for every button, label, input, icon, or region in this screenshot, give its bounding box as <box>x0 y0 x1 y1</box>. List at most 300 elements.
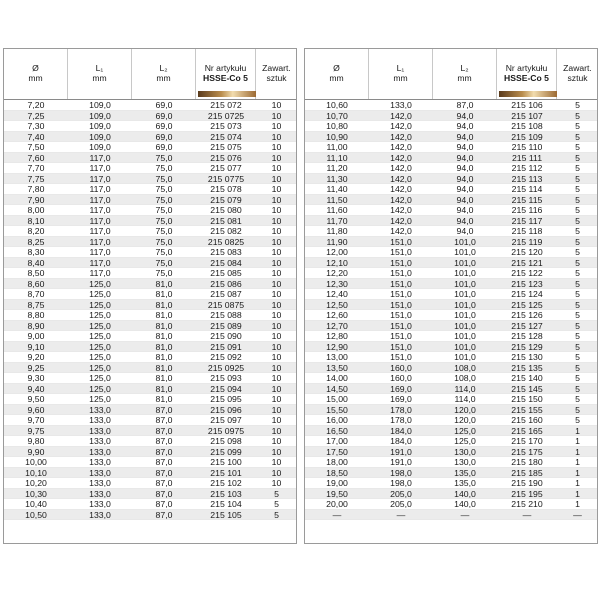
l1-cell: 151,0 <box>390 289 412 299</box>
diameter-cell: 7,70 <box>27 163 45 173</box>
l2-cell: 75,0 <box>155 236 173 247</box>
l1-cell: 142,0 <box>390 142 412 152</box>
l2-cell: 81,0 <box>155 278 173 289</box>
article-cell: 215 0825 <box>207 236 245 247</box>
article-cell: — <box>522 509 532 520</box>
article-cell: 215 190 <box>511 478 543 488</box>
diameter-cell: 17,50 <box>326 446 348 457</box>
l1-cell: 142,0 <box>390 152 412 163</box>
qty-cell: 1 <box>575 436 580 446</box>
article-cell: 215 103 <box>210 488 242 499</box>
l1-cell: 125,0 <box>89 289 111 299</box>
l2-cell: 101,0 <box>454 268 476 278</box>
l1-cell: 184,0 <box>390 425 412 436</box>
qty-cell: 10 <box>271 467 282 478</box>
table-row <box>305 237 597 248</box>
qty-cell: 10 <box>271 142 282 152</box>
l2-cell: 135,0 <box>454 478 476 488</box>
diameter-cell: — <box>332 509 342 520</box>
qty-cell: 5 <box>575 247 580 257</box>
qty-cell: 10 <box>271 320 282 331</box>
diameter-cell: 18,50 <box>326 467 348 478</box>
l2-cell: 94,0 <box>456 184 474 194</box>
qty-cell: 10 <box>271 173 282 184</box>
l1-cell: 133,0 <box>89 425 111 436</box>
article-material: HSSE-Co 5 <box>203 73 248 83</box>
table-row <box>305 121 597 132</box>
diameter-cell: 10,60 <box>326 100 348 110</box>
article-cell: 215 104 <box>210 499 242 509</box>
qty-cell: 10 <box>271 152 282 163</box>
article-cell: 215 106 <box>511 100 543 110</box>
table-row <box>305 268 597 279</box>
l2-header <box>132 49 196 99</box>
qty-cell: 5 <box>575 205 580 215</box>
table-body <box>305 100 597 520</box>
article-cell: 215 105 <box>210 509 242 520</box>
qty-cell: 10 <box>271 362 282 373</box>
table-row <box>4 300 296 311</box>
article-cell: 215 170 <box>511 436 543 446</box>
table-row <box>4 331 296 342</box>
table-row <box>4 226 296 237</box>
diameter-cell: 11,90 <box>326 236 348 247</box>
l2-cell: 81,0 <box>155 320 173 331</box>
diameter-cell: 15,00 <box>326 394 348 404</box>
qty-cell: 5 <box>274 499 279 509</box>
l2-cell: 108,0 <box>454 373 476 383</box>
gold-accent-bar <box>198 91 256 97</box>
qty-unit: sztuk <box>567 73 588 83</box>
l2-cell: 75,0 <box>155 257 173 268</box>
diameter-cell: 9,80 <box>27 436 45 446</box>
article-cell: 215 121 <box>511 257 543 268</box>
l2-cell: 75,0 <box>155 184 173 194</box>
table-row <box>4 510 296 521</box>
article-cell: 215 115 <box>511 194 543 205</box>
article-cell: 215 082 <box>210 226 242 236</box>
diameter-cell: 10,70 <box>326 110 348 121</box>
diameter-cell: 8,10 <box>27 215 45 226</box>
l1-cell: 151,0 <box>390 299 412 310</box>
l1-cell: — <box>396 509 406 520</box>
article-cell: 215 101 <box>210 467 242 478</box>
qty-cell: 1 <box>575 425 580 436</box>
l1-cell: 125,0 <box>89 383 111 394</box>
l1-cell: 178,0 <box>390 415 412 425</box>
l2-cell: 87,0 <box>155 425 173 436</box>
diameter-cell: 10,40 <box>25 499 47 509</box>
table-row <box>305 415 597 426</box>
qty-cell: 10 <box>271 226 282 236</box>
diameter-cell: 12,80 <box>326 331 348 341</box>
l2-cell: 101,0 <box>454 247 476 257</box>
diameter-cell: 10,50 <box>25 509 47 520</box>
qty-cell: 5 <box>575 110 580 121</box>
l1-cell: 191,0 <box>390 446 412 457</box>
table-row <box>4 289 296 300</box>
diameter-cell: 9,60 <box>27 404 45 415</box>
qty-cell: 10 <box>271 341 282 352</box>
article-cell: 215 0925 <box>207 362 245 373</box>
article-cell: 215 118 <box>511 226 543 236</box>
qty-cell: 5 <box>575 341 580 352</box>
qty-cell: 5 <box>575 362 580 373</box>
qty-cell: 5 <box>575 415 580 425</box>
article-cell: 215 160 <box>511 415 543 425</box>
l2-cell: 87,0 <box>155 467 173 478</box>
qty-cell: 5 <box>575 331 580 341</box>
table-row <box>4 195 296 206</box>
l2-cell: 140,0 <box>454 499 476 509</box>
l1-cell: 160,0 <box>390 373 412 383</box>
diameter-cell: 10,10 <box>25 467 47 478</box>
qty-header <box>256 49 297 99</box>
diameter-cell: 10,00 <box>25 457 47 467</box>
l1-cell: 151,0 <box>390 352 412 362</box>
article-label: Nr artykułu <box>204 63 247 73</box>
article-cell: 215 117 <box>511 215 543 226</box>
diameter-cell: 11,50 <box>326 194 348 205</box>
l2-cell: 81,0 <box>155 289 173 299</box>
diameter-cell: 12,60 <box>326 310 348 320</box>
l2-cell: 140,0 <box>454 488 476 499</box>
l1-header <box>68 49 132 99</box>
l2-cell: 69,0 <box>155 110 173 121</box>
l1-unit: mm <box>393 73 408 83</box>
article-cell: 215 108 <box>511 121 543 131</box>
article-cell: 215 128 <box>511 331 543 341</box>
article-cell: 215 089 <box>210 320 242 331</box>
table-row <box>305 163 597 174</box>
l2-cell: 75,0 <box>155 152 173 163</box>
diameter-cell: 12,30 <box>326 278 348 289</box>
l2-cell: 114,0 <box>454 394 476 404</box>
l2-cell: 114,0 <box>454 383 476 394</box>
article-cell: 215 092 <box>210 352 242 362</box>
diameter-cell: 19,50 <box>326 488 348 499</box>
table-row <box>305 405 597 416</box>
left-table <box>3 48 297 544</box>
diameter-cell: 11,10 <box>326 152 348 163</box>
table-row <box>305 436 597 447</box>
l1-cell: 142,0 <box>390 184 412 194</box>
l1-cell: 133,0 <box>390 100 412 110</box>
l1-cell: 142,0 <box>390 205 412 215</box>
table-row <box>4 111 296 122</box>
table-row <box>305 300 597 311</box>
l2-cell: 94,0 <box>456 215 474 226</box>
article-cell: 215 073 <box>210 121 242 131</box>
table-row <box>305 153 597 164</box>
l2-cell: 81,0 <box>155 373 173 383</box>
l2-cell: 87,0 <box>155 488 173 499</box>
diameter-cell: 7,40 <box>27 131 45 142</box>
l1-cell: 125,0 <box>89 331 111 341</box>
diameter-cell: 8,40 <box>27 257 45 268</box>
qty-cell: 10 <box>271 100 282 110</box>
table-row <box>305 111 597 122</box>
l2-cell: 81,0 <box>155 341 173 352</box>
qty-cell: 1 <box>575 488 580 499</box>
l1-cell: 117,0 <box>89 236 111 247</box>
diameter-cell: 8,50 <box>27 268 45 278</box>
diameter-cell: 8,25 <box>27 236 45 247</box>
l1-cell: 142,0 <box>390 121 412 131</box>
l1-cell: 160,0 <box>390 362 412 373</box>
diameter-cell: 8,80 <box>27 310 45 320</box>
article-cell: 215 087 <box>210 289 242 299</box>
l2-cell: 75,0 <box>155 268 173 278</box>
article-cell: 215 100 <box>210 457 242 467</box>
qty-label: Zawart. <box>563 63 592 73</box>
qty-cell: 5 <box>575 289 580 299</box>
table-row <box>305 384 597 395</box>
l1-cell: 109,0 <box>89 142 111 152</box>
l1-cell: 142,0 <box>390 163 412 173</box>
l1-cell: 142,0 <box>390 110 412 121</box>
article-cell: 215 078 <box>210 184 242 194</box>
l1-cell: 125,0 <box>89 394 111 404</box>
l2-cell: 87,0 <box>155 499 173 509</box>
article-cell: 215 090 <box>210 331 242 341</box>
table-row <box>4 478 296 489</box>
l1-cell: 117,0 <box>89 268 111 278</box>
l1-cell: 198,0 <box>390 478 412 488</box>
l2-cell: 87,0 <box>155 457 173 467</box>
table-row <box>4 132 296 143</box>
qty-cell: 5 <box>575 373 580 383</box>
diameter-cell: 8,75 <box>27 299 45 310</box>
l1-cell: 184,0 <box>390 436 412 446</box>
qty-cell: 10 <box>271 131 282 142</box>
qty-cell: 5 <box>575 310 580 320</box>
qty-cell: 1 <box>575 467 580 478</box>
diameter-unit: mm <box>329 73 344 83</box>
diameter-unit: mm <box>28 73 43 83</box>
qty-cell: 10 <box>271 247 282 257</box>
table-row <box>305 342 597 353</box>
l2-cell: 75,0 <box>155 215 173 226</box>
qty-cell: 5 <box>575 194 580 205</box>
article-cell: 215 097 <box>210 415 242 425</box>
table-row <box>305 510 597 521</box>
qty-cell: 5 <box>575 215 580 226</box>
l2-cell: 125,0 <box>454 425 476 436</box>
qty-cell: 5 <box>575 100 580 110</box>
diameter-cell: 10,30 <box>25 488 47 499</box>
l1-cell: 117,0 <box>89 205 111 215</box>
l1-cell: 117,0 <box>89 215 111 226</box>
table-row <box>4 321 296 332</box>
l2-cell: 81,0 <box>155 331 173 341</box>
article-cell: 215 195 <box>511 488 543 499</box>
article-cell: 215 094 <box>210 383 242 394</box>
table-row <box>305 174 597 185</box>
diameter-cell: 13,00 <box>326 352 348 362</box>
l2-cell: 69,0 <box>155 142 173 152</box>
diameter-cell: 19,00 <box>326 478 348 488</box>
article-cell: 215 145 <box>511 383 543 394</box>
diameter-cell: 12,50 <box>326 299 348 310</box>
article-cell: 215 072 <box>210 100 242 110</box>
diameter-cell: 9,40 <box>27 383 45 394</box>
diameter-cell: 8,70 <box>27 289 45 299</box>
diameter-cell: 11,00 <box>326 142 348 152</box>
article-cell: 215 080 <box>210 205 242 215</box>
diameter-symbol: Ø <box>32 63 39 73</box>
l1-cell: 151,0 <box>390 341 412 352</box>
table-row <box>4 237 296 248</box>
table-row <box>4 499 296 510</box>
article-cell: 215 079 <box>210 194 242 205</box>
article-cell: 215 126 <box>511 310 543 320</box>
diameter-cell: 7,30 <box>27 121 45 131</box>
right-table <box>304 48 598 544</box>
table-row <box>305 279 597 290</box>
diameter-cell: 11,70 <box>326 215 348 226</box>
l1-cell: 142,0 <box>390 173 412 184</box>
l2-cell: 101,0 <box>454 278 476 289</box>
article-cell: 215 124 <box>511 289 543 299</box>
table-row <box>4 142 296 153</box>
table-row <box>305 289 597 300</box>
diameter-cell: 8,00 <box>27 205 45 215</box>
table-row <box>4 216 296 227</box>
table-row <box>4 373 296 384</box>
diameter-cell: 11,30 <box>326 173 348 184</box>
l1-cell: 205,0 <box>390 488 412 499</box>
article-cell: 215 0775 <box>207 173 245 184</box>
qty-cell: 10 <box>271 299 282 310</box>
l1-cell: 205,0 <box>390 499 412 509</box>
diameter-cell: 16,50 <box>326 425 348 436</box>
qty-cell: 10 <box>271 415 282 425</box>
article-cell: 215 165 <box>511 425 543 436</box>
article-cell: 215 0975 <box>207 425 245 436</box>
qty-cell: 10 <box>271 236 282 247</box>
l1-cell: 151,0 <box>390 257 412 268</box>
qty-cell: 10 <box>271 436 282 446</box>
l1-cell: 142,0 <box>390 215 412 226</box>
l2-cell: 69,0 <box>155 131 173 142</box>
qty-cell: 10 <box>271 383 282 394</box>
table-row <box>4 121 296 132</box>
article-cell: 215 113 <box>511 173 543 184</box>
article-cell: 215 093 <box>210 373 242 383</box>
article-cell: 215 127 <box>511 320 543 331</box>
l1-cell: 125,0 <box>89 352 111 362</box>
diameter-cell: 13,50 <box>326 362 348 373</box>
table-row <box>4 405 296 416</box>
l2-cell: 135,0 <box>454 467 476 478</box>
article-label: Nr artykułu <box>505 63 548 73</box>
l1-cell: 117,0 <box>89 152 111 163</box>
article-cell: 215 150 <box>511 394 543 404</box>
qty-cell: 5 <box>575 404 580 415</box>
gold-accent-bar <box>499 91 557 97</box>
article-cell: 215 091 <box>210 341 242 352</box>
l2-cell: 87,0 <box>155 436 173 446</box>
diameter-cell: 9,50 <box>27 394 45 404</box>
l1-cell: 133,0 <box>89 436 111 446</box>
diameter-cell: 14,00 <box>326 373 348 383</box>
qty-cell: 1 <box>575 446 580 457</box>
qty-cell: 10 <box>271 289 282 299</box>
qty-cell: 5 <box>575 142 580 152</box>
diameter-cell: 7,75 <box>27 173 45 184</box>
diameter-cell: 10,20 <box>25 478 47 488</box>
qty-cell: 10 <box>271 446 282 457</box>
article-cell: 215 180 <box>511 457 543 467</box>
article-cell: 215 084 <box>210 257 242 268</box>
qty-cell: 5 <box>575 131 580 142</box>
table-header <box>4 49 296 99</box>
l1-cell: 151,0 <box>390 236 412 247</box>
diameter-cell: 7,50 <box>27 142 45 152</box>
diameter-cell: 9,20 <box>27 352 45 362</box>
diameter-cell: 12,70 <box>326 320 348 331</box>
table-row <box>4 447 296 458</box>
table-row <box>305 363 597 374</box>
article-cell: 215 085 <box>210 268 242 278</box>
article-cell: 215 114 <box>511 184 543 194</box>
diameter-header <box>4 49 68 99</box>
qty-cell: 10 <box>271 215 282 226</box>
l2-cell: 101,0 <box>454 331 476 341</box>
table-row <box>4 363 296 374</box>
qty-cell: 5 <box>575 173 580 184</box>
l2-label: L₂ <box>460 63 469 73</box>
table-row <box>305 373 597 384</box>
l2-cell: 81,0 <box>155 383 173 394</box>
l2-unit: mm <box>457 73 472 83</box>
table-row <box>4 457 296 468</box>
l1-cell: 151,0 <box>390 310 412 320</box>
l2-cell: 81,0 <box>155 310 173 320</box>
l2-cell: 101,0 <box>454 289 476 299</box>
qty-cell: 10 <box>271 310 282 320</box>
l1-label: L₁ <box>396 63 405 73</box>
l2-cell: 75,0 <box>155 226 173 236</box>
l1-cell: 191,0 <box>390 457 412 467</box>
table-row <box>305 184 597 195</box>
article-cell: 215 120 <box>511 247 543 257</box>
article-cell: 215 077 <box>210 163 242 173</box>
qty-cell: 10 <box>271 194 282 205</box>
diameter-symbol: Ø <box>333 63 340 73</box>
table-row <box>4 342 296 353</box>
l1-cell: 151,0 <box>390 247 412 257</box>
l1-cell: 142,0 <box>390 226 412 236</box>
l2-label: L₂ <box>159 63 168 73</box>
article-cell: 215 086 <box>210 278 242 289</box>
qty-cell: 10 <box>271 257 282 268</box>
l2-cell: 94,0 <box>456 152 474 163</box>
qty-cell: 10 <box>271 352 282 362</box>
article-cell: 215 0725 <box>207 110 245 121</box>
table-row <box>305 310 597 321</box>
table-row <box>305 216 597 227</box>
l1-cell: 133,0 <box>89 488 111 499</box>
article-cell: 215 096 <box>210 404 242 415</box>
l1-cell: 125,0 <box>89 278 111 289</box>
diameter-cell: 12,00 <box>326 247 348 257</box>
qty-cell: 5 <box>575 257 580 268</box>
qty-cell: 10 <box>271 457 282 467</box>
qty-cell: 5 <box>575 163 580 173</box>
table-row <box>305 489 597 500</box>
